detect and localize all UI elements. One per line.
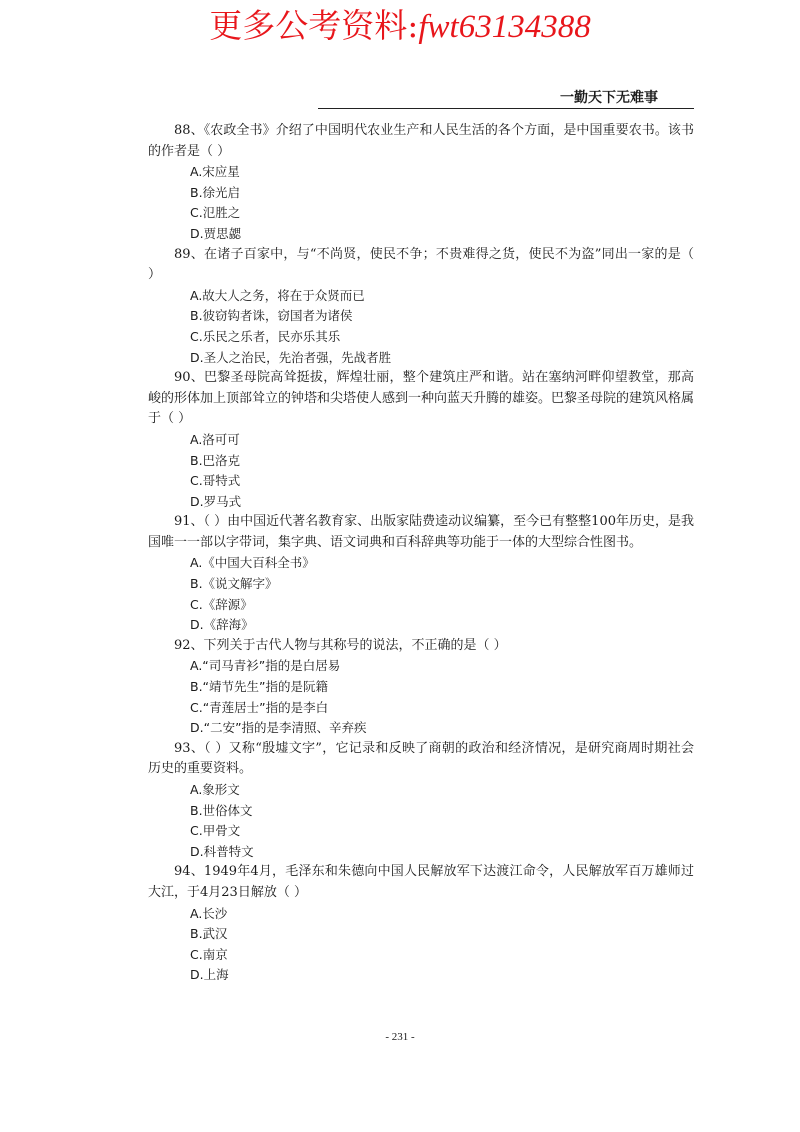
option-b: B.武汉 bbox=[190, 926, 228, 942]
option-b: B.世俗体文 bbox=[190, 802, 253, 818]
promo-banner-prefix: 更多公考资料: bbox=[209, 6, 419, 45]
option-a: A.象形文 bbox=[190, 782, 240, 797]
option-d: D.贾思勰 bbox=[190, 225, 242, 241]
option-a: A.宋应星 bbox=[190, 164, 240, 180]
option-c: C.乐民之乐者，民亦乐其乐 bbox=[190, 328, 341, 344]
option-c: C.“青莲居士”指的是李白 bbox=[190, 699, 329, 715]
promo-banner bbox=[0, 6, 800, 47]
option-d: D.上海 bbox=[190, 967, 229, 983]
option-d: D.“二安”指的是李清照、辛弃疾 bbox=[190, 720, 367, 736]
question-stem: 94、1949年4月，毛泽东和朱德向中国人民解放军下达渡江命令，人民解放军百万雄师过大江，于4月23日解放（ ） bbox=[148, 864, 694, 900]
question-92 bbox=[148, 636, 694, 739]
option-a: A.长沙 bbox=[190, 905, 228, 921]
question-93 bbox=[148, 739, 694, 863]
page-number: - 231 - bbox=[385, 1031, 415, 1043]
question-stem: 88、《农政全书》介绍了中国明代农业生产和人民生活的各个方面，是中国重要农书。该书的作者是（ ） bbox=[148, 123, 694, 159]
question-stem: 91、（ ）由中国近代著名教育家、出版家陆费逵动议编纂，至今已有整整100年历史，是我国唯一一部以字带词，集字典、语文词典和百科辞典等功能于一体的大型综合性图书。 bbox=[148, 514, 694, 550]
option-c: C.《辞源》 bbox=[190, 596, 253, 612]
option-a: A.洛可可 bbox=[190, 431, 240, 447]
option-b: B.彼窃钩者诛，窃国者为诸侯 bbox=[190, 308, 353, 324]
question-stem: 92、下列关于古代人物与其称号的说法，不正确的是（ ） bbox=[174, 637, 507, 653]
question-list bbox=[148, 121, 694, 986]
question-stem: 89、在诸子百家中，与“不尚贤，使民不争；不贵难得之货，使民不为盗”同出一家的是（ ） bbox=[148, 246, 694, 283]
option-a: A.故大人之务，将在于众贤而已 bbox=[190, 287, 365, 303]
question-stem: 93、（ ）又称“殷墟文字”，它记录和反映了商朝的政治和经济情况，是研究商周时期社会历史的重要资料。 bbox=[148, 740, 694, 777]
option-d: D.《辞海》 bbox=[190, 617, 254, 633]
option-c: C.哥特式 bbox=[190, 473, 241, 489]
question-94 bbox=[148, 862, 694, 986]
option-b: B.巴洛克 bbox=[190, 452, 241, 468]
header-motto: 一勤天下无难事 bbox=[560, 90, 658, 106]
question-89 bbox=[148, 245, 694, 369]
option-c: C.南京 bbox=[190, 946, 228, 962]
option-b: B.《说文解字》 bbox=[190, 576, 278, 592]
option-c: C.氾胜之 bbox=[190, 205, 241, 221]
question-88 bbox=[148, 121, 694, 245]
option-b: B.徐光启 bbox=[190, 184, 241, 200]
option-a: A.“司马青衫”指的是白居易 bbox=[190, 658, 341, 674]
question-91 bbox=[148, 512, 694, 636]
question-90 bbox=[148, 368, 694, 512]
question-stem: 90、巴黎圣母院高耸挺拔，辉煌壮丽，整个建筑庄严和谐。站在塞纳河畔仰望教堂，那高峻的形体加上顶部耸立的钟塔和尖塔使人感到一种向蓝天升腾的雄姿。巴黎圣母院的建筑风格属于（ ） bbox=[148, 370, 695, 427]
option-d: D.罗马式 bbox=[190, 493, 242, 509]
header-rule bbox=[318, 108, 694, 109]
option-a: A.《中国大百科全书》 bbox=[190, 555, 315, 571]
option-b: B.“靖节先生”指的是阮籍 bbox=[190, 679, 329, 695]
option-d: D.科普特文 bbox=[190, 843, 254, 859]
option-c: C.甲骨文 bbox=[190, 823, 241, 839]
option-d: D.圣人之治民，先治者强，先战者胜 bbox=[190, 349, 392, 365]
promo-banner-code: fwt63134388 bbox=[418, 9, 591, 45]
